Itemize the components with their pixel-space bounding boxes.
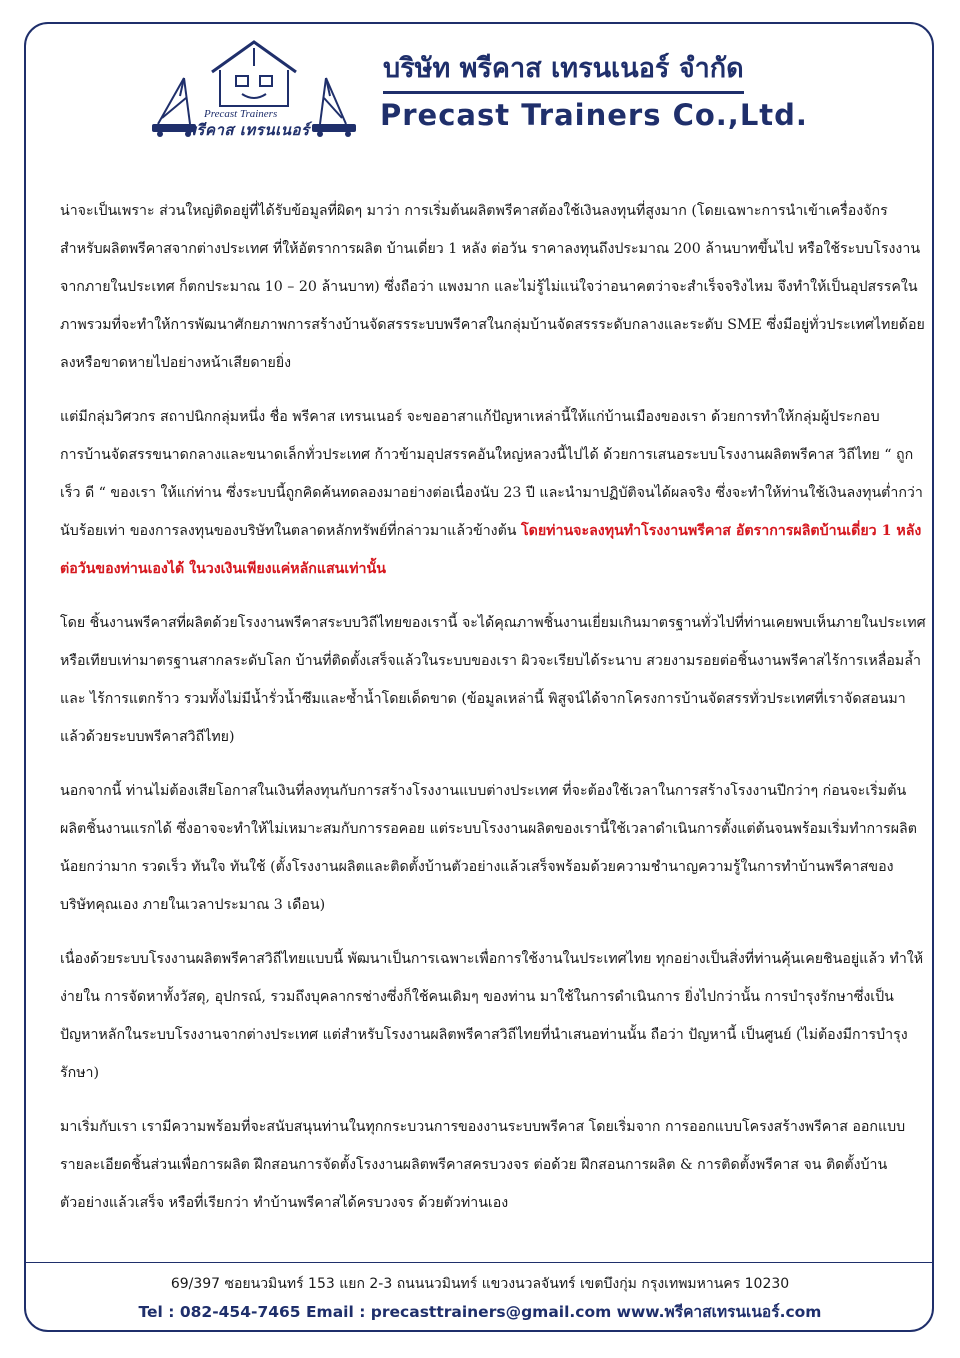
- paragraph-4: นอกจากนี้ ท่านไม่ต้องเสียโอกาสในเงินที่ลงทุนกับการสร้างโรงงานแบบต่างประเทศ ที่จะต้องใช้เวลาในการสร้างโรงงานปีกว่าๆ ก่อนจะเริ่มต้นผลิตชิ้นงานแรกได้ ซึ่งอาจจะทำให้ไม่เหมาะสมกับการรอคอย แต่ระบบโรงงานผลิตของเรานี้ใช้เวลาดำเนินการตั้งแต่ต้นจนพร้อมเริ่มทำการผลิตน้อยกว่ามาก รวดเร็ว ทันใจ ทันใช้ (ตั้งโรงงานผลิตและติดตั้งบ้านตัวอย่างแล้วเสร็จพร้อมด้วยความชำนาญความรู้ในการทำบ้านพรีคาสของบริษัทคุณเอง ภายในเวลาประมาณ 3 เดือน): [60, 783, 917, 913]
- letterhead: [150, 34, 850, 144]
- company-name-english: Precast Trainers Co.,Ltd.: [380, 98, 808, 132]
- paragraph-2-text: แต่มีกลุ่มวิศวกร สถาปนิกกลุ่มหนึ่ง ชื่อ พรีคาส เทรนเนอร์ จะขออาสาแก้ปัญหาเหล่านี้ให้แก่บ้านเมืองของเรา ด้วยการทำให้กลุ่มผู้ประกอบการบ้านจัดสรรขนาดกลางและขนาดเล็กทั่วประเทศ ก้าวข้ามอุปสรรคอันใหญ่หลวงนี้ไปได้ ด้วยการเสนอระบบโรงงานผลิตพรีคาส วิถีไทย “ ถูก เร็ว ดี “ ของเรา ให้แก่ท่าน ซึ่งระบบนี้ถูกคิดค้นทดลองมาอย่างต่อเนื่องนับ 23 ปี และนำมาปฏิบัติจนได้ผลจริง ซึ่งจะทำให้ท่านใช้เงินลงทุนต่ำกว่านับร้อยเท่า ของการลงทุนของบริษัทในตลาดหลักทรัพย์ที่กล่าวมาแล้วข้างต้น: [60, 409, 923, 539]
- paragraph-2: [60, 398, 928, 588]
- highlight-investment: โดยท่านจะลงทุนทำโรงงานพรีคาส อัตราการผลิตบ้านเดี่ยว 1 หลัง ต่อวันของท่านเองได้ ในวงเงินเพียงแค่หลักแสนเท่านั้น: [60, 523, 922, 577]
- footer-divider: [26, 1262, 932, 1263]
- paragraph-5: เนื่องด้วยระบบโรงงานผลิตพรีคาสวิถีไทยแบบนี้ พัฒนาเป็นการเฉพาะเพื่อการใช้งานในประเทศไทย ทุกอย่างเป็นสิ่งที่ท่านคุ้นเคยชินอยู่แล้ว ทำให้ ง่ายใน การจัดหาทั้งวัสดุ, อุปกรณ์, รวมถึงบุคลากรช่างซึ่งก็ใช้คนเดิมๆ ของท่าน มาใช้ในการดำเนินการ ยิ่งไปกว่านั้น การบำรุงรักษาซึ่งเป็นปัญหาหลักในระบบโรงงานจากต่างประเทศ แต่สำหรับโรงงานผลิตพรีคาสวิถีไทยที่นำเสนอท่านนั้น ถือว่า ปัญหานี้ เป็นศูนย์ (ไม่ต้องมีการบำรุงรักษา): [60, 951, 924, 1081]
- company-name-thai: บริษัท พรีคาส เทรนเนอร์ จำกัด: [383, 46, 744, 94]
- paragraph-3: โดย ชิ้นงานพรีคาสที่ผลิตด้วยโรงงานพรีคาสระบบวิถีไทยของเรานี้ จะได้คุณภาพชิ้นงานเยี่ยมเกินมาตรฐานทั่วไปที่ท่านเคยพบเห็นภายในประเทศ หรือเทียบเท่ามาตรฐานสากลระดับโลก บ้านที่ติดตั้งเสร็จแล้วในระบบของเรา ผิวจะเรียบได้ระนาบ สวยงามรอยต่อชิ้นงานพรีคาสไร้การเหลื่อมล้ำและ ไร้การแตกร้าว รวมทั้งไม่มีน้ำรั่วน้ำซึมและซ้ำน้ำโดยเด็ดขาด (ข้อมูลเหล่านี้ พิสูจน์ได้จากโครงการบ้านจัดสรรทั่วประเทศที่เราจัดสอนมาแล้วด้วยระบบพรีคาสวิถีไทย): [60, 615, 926, 745]
- letter-body: [60, 192, 928, 1238]
- footer-contact[interactable]: Tel : 082-454-7465 Email : precasttrainers@gmail.com www.พรีคาสเทรนเนอร์.com: [138, 1303, 822, 1321]
- logo-text-th: พรีคาส เทรนเนอร์: [186, 121, 310, 139]
- house-crane-logo-icon: [150, 36, 360, 142]
- paragraph-1: น่าจะเป็นเพราะ ส่วนใหญ่ติดอยู่ที่ได้รับข้อมูลที่ผิดๆ มาว่า การเริ่มต้นผลิตพรีคาสต้องใช้เงินลงทุนที่สูงมาก (โดยเฉพาะการนำเข้าเครื่องจักรสำหรับผลิตพรีคาสจากต่างประเทศ ที่ให้อัตราการผลิต บ้านเดี่ยว 1 หลัง ต่อวัน ราคาลงทุนถึงประมาณ 200 ล้านบาทขึ้นไป หรือใช้ระบบโรงงานจากภายในประเทศ ก็ตกประมาณ 10 – 20 ล้านบาท) ซึ่งถือว่า แพงมาก และไม่รู้ไม่แน่ใจว่าอนาคตว่าจะสำเร็จจริงไหม จึงทำให้เป็นอุปสรรคในภาพรวมที่จะทำให้การพัฒนาศักยภาพการสร้างบ้านจัดสรรระบบพรีคาสในกลุ่มบ้านจัดสรรระดับกลางและระดับ SME ซึ่งมีอยู่ทั่วประเทศไทยด้อยลงหรือขาดหายไปอย่างหน้าเสียดายยิ่ง: [60, 203, 925, 371]
- footer-address: 69/397 ซอยนวมินทร์ 153 แยก 2-3 ถนนนวมินทร์ แขวงนวลจันทร์ เขตบึงกุ่ม กรุงเทพมหานคร 10230: [170, 1276, 790, 1292]
- paragraph-6: มาเริ่มกับเรา เรามีความพร้อมที่จะสนับสนุนท่านในทุกกระบวนการของงานระบบพรีคาส โดยเริ่มจาก การออกแบบโครงสร้างพรีคาส ออกแบบรายละเอียดชิ้นส่วนเพื่อการผลิต ฝึกสอนการจัดตั้งโรงงานผลิตพรีคาสครบวงจร ต่อด้วย ฝึกสอนการผลิต & การติดตั้งพรีคาส จน ติดตั้งบ้านตัวอย่างแล้วเสร็จ หรือที่เรียกว่า ทำบ้านพรีคาสได้ครบวงจร ด้วยตัวท่านเอง: [60, 1119, 906, 1211]
- logo-text-en: Precast Trainers: [204, 108, 278, 120]
